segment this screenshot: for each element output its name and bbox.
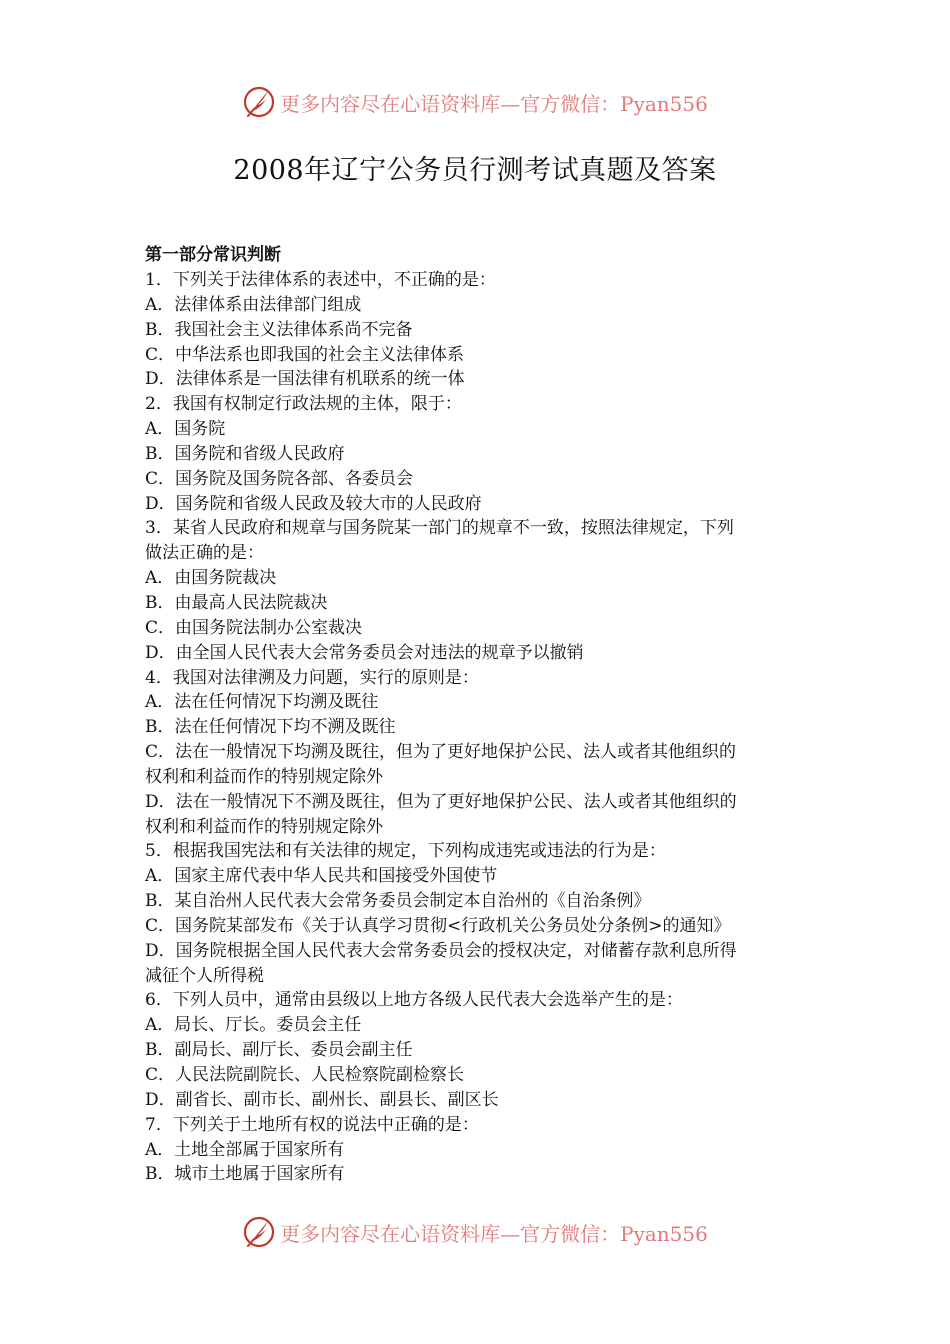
banner-text: 更多内容尽在心语资料库—官方微信：Pyan556 [280,91,708,116]
text-line: B．由最高人民法院裁决 [145,592,328,613]
text-line: C．由国务院法制办公室裁决 [145,617,363,638]
text-line: A．法在任何情况下均溯及既往 [145,692,379,713]
text-line: 4．我国对法律溯及力问题，实行的原则是： [145,667,479,688]
text-line: 减征个人所得税 [145,965,264,986]
text-line: 2．我国有权制定行政法规的主体，限于： [145,394,462,415]
text-line: D．国务院根据全国人民代表大会常务委员会的授权决定，对储蓄存款利息所得 [145,940,737,961]
question-list [145,268,825,1187]
text-line: C．法在一般情况下均溯及既往，但为了更好地保护公民、法人或者其他组织的 [145,742,737,763]
text-line: B．城市土地属于国家所有 [145,1164,345,1185]
banner-text: 更多内容尽在心语资料库—官方微信：Pyan556 [280,1221,708,1246]
text-line: A．土地全部属于国家所有 [145,1139,345,1160]
section-heading: 第一部分常识判断 [145,245,281,265]
text-line: B．副局长、副厅长、委员会副主任 [145,1040,413,1061]
feather-pen-logo-icon [242,1215,276,1249]
text-line: 做法正确的是： [145,543,264,564]
text-line: A．法律体系由法律部门组成 [145,294,362,315]
text-line: D．法律体系是一国法律有机联系的统一体 [145,369,465,390]
text-line: 3．某省人民政府和规章与国务院某一部门的规章不一致，按照法律规定，下列 [145,518,734,539]
document-title: 2008年辽宁公务员行测考试真题及答案 [233,155,717,186]
text-line: C．国务院某部发布《关于认真学习贯彻<行政机关公务员处分条例>的通知》 [145,915,731,936]
text-line: B．国务院和省级人民政府 [145,443,345,464]
document-body [145,243,825,1187]
text-line: A．国家主席代表中华人民共和国接受外国使节 [145,866,498,887]
text-line: C．国务院及国务院各部、各委员会 [145,468,414,489]
text-line: A．局长、厅长。委员会主任 [145,1015,362,1036]
text-line: 6．下列人员中，通常由县级以上地方各级人民代表大会选举产生的是： [145,990,683,1011]
text-line: D．副省长、副市长、副州长、副县长、副区长 [145,1089,499,1110]
text-line: 5．根据我国宪法和有关法律的规定，下列构成违宪或违法的行为是： [145,841,666,862]
text-line: D．由全国人民代表大会常务委员会对违法的规章予以撤销 [145,642,584,663]
text-line: D．国务院和省级人民政及较大市的人民政府 [145,493,482,514]
text-line: 权利和利益而作的特别规定除外 [145,766,383,787]
text-line: C．人民法院副院长、人民检察院副检察长 [145,1065,465,1085]
text-line: 7．下列关于土地所有权的说法中正确的是： [145,1114,479,1135]
text-line: 1．下列关于法律体系的表述中，不正确的是： [145,270,496,290]
text-line: B．我国社会主义法律体系尚不完备 [145,319,413,340]
text-line: A．国务院 [145,419,226,440]
text-line: 权利和利益而作的特别规定除外 [145,816,383,837]
header-banner [0,80,950,124]
text-line: C．中华法系也即我国的社会主义法律体系 [145,344,465,365]
text-line: D．法在一般情况下不溯及既往，但为了更好地保护公民、法人或者其他组织的 [145,791,737,812]
text-line: B．某自治州人民代表大会常务委员会制定本自治州的《自治条例》 [145,891,651,912]
text-line: A．由国务院裁决 [145,568,277,589]
feather-pen-logo-icon [242,85,276,119]
text-line: B．法在任何情况下均不溯及既往 [145,717,396,738]
footer-banner [0,1210,950,1254]
